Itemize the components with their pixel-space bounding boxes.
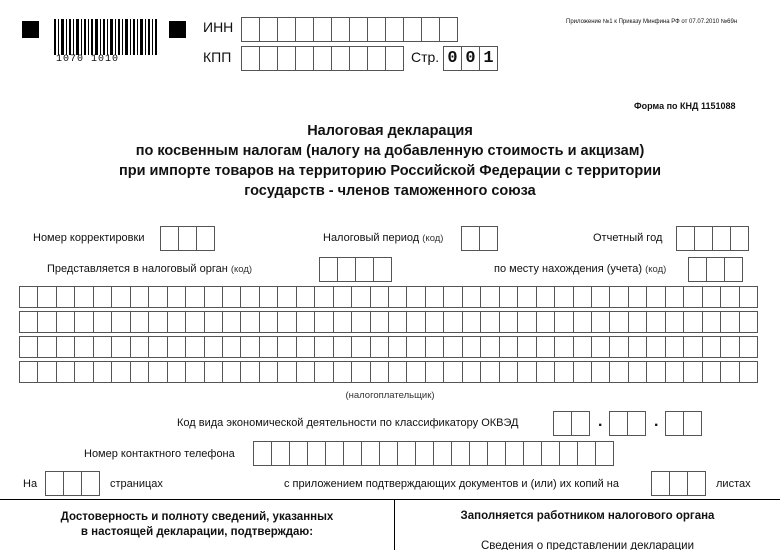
taxpayer-char-cell[interactable] — [259, 286, 278, 308]
char-cell[interactable] — [479, 226, 498, 251]
taxpayer-char-cell[interactable] — [222, 311, 241, 333]
taxpayer-char-cell[interactable] — [406, 336, 425, 358]
char-cell[interactable] — [724, 257, 743, 282]
taxpayer-char-cell[interactable] — [591, 336, 610, 358]
phone-char-cell[interactable] — [451, 441, 470, 466]
phone-char-cell[interactable] — [397, 441, 416, 466]
taxpayer-char-cell[interactable] — [628, 336, 647, 358]
taxpayer-char-cell[interactable] — [296, 361, 315, 383]
taxpayer-char-cell[interactable] — [573, 336, 592, 358]
taxpayer-char-cell[interactable] — [240, 286, 259, 308]
taxpayer-char-cell[interactable] — [554, 311, 573, 333]
phone-char-cell[interactable] — [577, 441, 596, 466]
phone-char-cell[interactable] — [361, 441, 380, 466]
taxpayer-char-cell[interactable] — [628, 311, 647, 333]
taxpayer-char-cell[interactable] — [370, 336, 389, 358]
taxpayer-char-cell[interactable] — [167, 361, 186, 383]
char-cell[interactable] — [730, 226, 749, 251]
taxpayer-char-cell[interactable] — [554, 336, 573, 358]
okved-field-part3[interactable] — [665, 411, 702, 436]
char-cell[interactable] — [676, 226, 695, 251]
char-cell[interactable] — [706, 257, 725, 282]
phone-char-cell[interactable] — [271, 441, 290, 466]
taxpayer-char-cell[interactable] — [370, 311, 389, 333]
reporting-year-field[interactable] — [676, 226, 749, 251]
taxpayer-char-cell[interactable] — [720, 286, 739, 308]
phone-char-cell[interactable] — [487, 441, 506, 466]
phone-char-cell[interactable] — [289, 441, 308, 466]
char-cell[interactable] — [367, 46, 386, 71]
taxpayer-char-cell[interactable] — [204, 286, 223, 308]
char-cell[interactable] — [313, 17, 332, 42]
taxpayer-char-cell[interactable] — [93, 336, 112, 358]
taxpayer-char-cell[interactable] — [314, 311, 333, 333]
taxpayer-char-cell[interactable] — [240, 361, 259, 383]
confirmation-line: в настоящей декларации, подтверждаю: — [80, 526, 314, 538]
taxpayer-char-cell[interactable] — [93, 361, 112, 383]
taxpayer-char-cell[interactable] — [130, 361, 149, 383]
pages-suffix: страницах — [110, 478, 163, 490]
taxpayer-char-cell[interactable] — [93, 311, 112, 333]
taxpayer-char-cell[interactable] — [499, 361, 518, 383]
char-cell[interactable] — [277, 46, 296, 71]
taxpayer-char-cell[interactable] — [646, 361, 665, 383]
taxpayer-char-cell[interactable] — [56, 286, 75, 308]
taxpayer-char-cell[interactable] — [56, 311, 75, 333]
taxpayer-char-cell[interactable] — [222, 336, 241, 358]
taxpayer-char-cell[interactable] — [406, 311, 425, 333]
char-cell[interactable] — [337, 257, 356, 282]
taxpayer-char-cell[interactable] — [536, 286, 555, 308]
phone-char-cell[interactable] — [307, 441, 326, 466]
taxpayer-char-cell[interactable] — [462, 336, 481, 358]
taxpayer-char-cell[interactable] — [222, 361, 241, 383]
taxpayer-char-cell[interactable] — [333, 361, 352, 383]
taxpayer-char-cell[interactable] — [333, 286, 352, 308]
phone-char-cell[interactable] — [505, 441, 524, 466]
taxpayer-char-cell[interactable] — [388, 336, 407, 358]
tax-period-text: Налоговый период — [323, 232, 420, 244]
kpp-label: КПП — [203, 49, 232, 65]
phone-char-cell[interactable] — [523, 441, 542, 466]
char-cell[interactable] — [63, 471, 82, 496]
title-line: Налоговая декларация — [307, 123, 473, 139]
taxpayer-char-cell[interactable] — [167, 311, 186, 333]
taxpayer-char-cell[interactable] — [536, 311, 555, 333]
okved-separator: . — [654, 413, 659, 430]
taxpayer-char-cell[interactable] — [406, 286, 425, 308]
taxpayer-char-cell[interactable] — [167, 336, 186, 358]
taxpayer-char-cell[interactable] — [646, 311, 665, 333]
confirmation-heading — [0, 510, 394, 540]
phone-field[interactable] — [253, 441, 614, 466]
char-cell[interactable] — [571, 411, 590, 436]
tax-officer-heading: Заполняется работником налогового органа — [460, 510, 715, 522]
taxpayer-char-cell[interactable] — [277, 311, 296, 333]
inn-field[interactable] — [241, 17, 458, 42]
char-cell[interactable] — [461, 226, 480, 251]
phone-char-cell[interactable] — [325, 441, 344, 466]
okved-field-part1[interactable] — [553, 411, 590, 436]
char-cell[interactable] — [331, 17, 350, 42]
taxpayer-char-cell[interactable] — [517, 286, 536, 308]
taxpayer-char-cell[interactable] — [443, 286, 462, 308]
taxpayer-char-cell[interactable] — [37, 336, 56, 358]
pages-prefix: На — [23, 478, 38, 490]
char-cell[interactable] — [609, 411, 628, 436]
taxpayer-char-cell[interactable] — [665, 286, 684, 308]
attachments-label: с приложением подтверждающих документов и (или) их копий на — [284, 478, 619, 490]
taxpayer-char-cell[interactable] — [536, 361, 555, 383]
taxpayer-char-cell[interactable] — [388, 286, 407, 308]
attachment-sheets-field[interactable] — [651, 471, 706, 496]
char-cell[interactable] — [373, 257, 392, 282]
char-cell[interactable] — [259, 46, 278, 71]
taxpayer-char-cell[interactable] — [462, 361, 481, 383]
taxpayer-char-cell[interactable] — [74, 361, 93, 383]
taxpayer-char-cell[interactable] — [443, 336, 462, 358]
taxpayer-char-cell[interactable] — [185, 311, 204, 333]
taxpayer-char-cell[interactable] — [609, 286, 628, 308]
location-label — [494, 263, 666, 275]
taxpayer-char-cell[interactable] — [517, 336, 536, 358]
char-cell[interactable] — [259, 17, 278, 42]
taxpayer-char-cell[interactable] — [739, 336, 758, 358]
taxpayer-char-cell[interactable] — [185, 361, 204, 383]
char-cell[interactable] — [355, 257, 374, 282]
pages-count-field[interactable] — [45, 471, 100, 496]
char-cell[interactable] — [627, 411, 646, 436]
taxpayer-char-cell[interactable] — [609, 361, 628, 383]
taxpayer-char-cell[interactable] — [259, 361, 278, 383]
tax-authority-field[interactable] — [319, 257, 392, 282]
phone-char-cell[interactable] — [541, 441, 560, 466]
tax-period-code-hint: (код) — [422, 233, 444, 244]
char-cell[interactable] — [196, 226, 215, 251]
taxpayer-char-cell[interactable] — [148, 286, 167, 308]
taxpayer-char-cell[interactable] — [628, 286, 647, 308]
taxpayer-char-cell[interactable] — [277, 361, 296, 383]
taxpayer-char-cell[interactable] — [517, 311, 536, 333]
taxpayer-char-cell[interactable] — [609, 336, 628, 358]
taxpayer-char-cell[interactable] — [702, 311, 721, 333]
char-cell[interactable] — [665, 411, 684, 436]
taxpayer-name-field[interactable] — [20, 286, 758, 383]
taxpayer-char-cell[interactable] — [37, 361, 56, 383]
taxpayer-char-cell[interactable] — [591, 286, 610, 308]
taxpayer-char-cell[interactable] — [646, 286, 665, 308]
char-cell[interactable] — [694, 226, 713, 251]
page-number-field[interactable] — [443, 46, 498, 71]
char-cell[interactable] — [683, 411, 702, 436]
phone-char-cell[interactable] — [469, 441, 488, 466]
tax-authority-code-hint: (код) — [230, 264, 253, 275]
taxpayer-char-cell[interactable] — [499, 286, 518, 308]
inn-label: ИНН — [203, 19, 234, 35]
alignment-marker-right — [169, 21, 186, 38]
barcode — [54, 19, 158, 55]
tax-authority-label — [47, 263, 252, 275]
location-code-hint: (код) — [645, 264, 667, 275]
taxpayer-char-cell[interactable] — [683, 336, 702, 358]
taxpayer-char-cell[interactable] — [222, 286, 241, 308]
taxpayer-char-cell[interactable] — [148, 361, 167, 383]
taxpayer-char-cell[interactable] — [351, 336, 370, 358]
taxpayer-char-cell[interactable] — [111, 286, 130, 308]
char-cell[interactable] — [178, 226, 197, 251]
char-cell[interactable] — [81, 471, 100, 496]
phone-char-cell[interactable] — [559, 441, 578, 466]
phone-char-cell[interactable] — [415, 441, 434, 466]
taxpayer-char-cell[interactable] — [111, 311, 130, 333]
taxpayer-char-cell[interactable] — [204, 336, 223, 358]
taxpayer-char-cell[interactable] — [351, 361, 370, 383]
taxpayer-char-cell[interactable] — [683, 286, 702, 308]
taxpayer-char-cell[interactable] — [111, 336, 130, 358]
char-cell[interactable] — [439, 17, 458, 42]
char-cell[interactable] — [295, 17, 314, 42]
taxpayer-char-cell[interactable] — [665, 311, 684, 333]
taxpayer-char-cell[interactable] — [370, 361, 389, 383]
title-line: при импорте товаров на территорию Российской Федерации с территории — [118, 163, 662, 179]
location-field[interactable] — [688, 257, 743, 282]
taxpayer-char-cell[interactable] — [74, 311, 93, 333]
taxpayer-char-cell[interactable] — [185, 286, 204, 308]
taxpayer-char-cell[interactable] — [333, 311, 352, 333]
taxpayer-char-cell[interactable] — [591, 311, 610, 333]
taxpayer-char-cell[interactable] — [480, 286, 499, 308]
taxpayer-char-cell[interactable] — [74, 336, 93, 358]
taxpayer-char-cell[interactable] — [296, 336, 315, 358]
order-note: Приложение №1 к Приказу Минфина РФ от 07.07.2010 №69н — [566, 19, 738, 25]
taxpayer-char-cell[interactable] — [720, 336, 739, 358]
taxpayer-char-cell[interactable] — [296, 311, 315, 333]
taxpayer-char-cell[interactable] — [536, 336, 555, 358]
form-code: Форма по КНД 1151088 — [634, 101, 736, 111]
okved-label: Код вида экономической деятельности по классификатору ОКВЭД — [177, 417, 519, 429]
taxpayer-char-cell[interactable] — [111, 361, 130, 383]
taxpayer-char-cell[interactable] — [665, 361, 684, 383]
taxpayer-char-cell[interactable] — [93, 286, 112, 308]
phone-label: Номер контактного телефона — [84, 448, 235, 460]
taxpayer-char-cell[interactable] — [425, 361, 444, 383]
taxpayer-char-cell[interactable] — [573, 311, 592, 333]
phone-char-cell[interactable] — [253, 441, 272, 466]
char-cell[interactable] — [669, 471, 688, 496]
taxpayer-char-cell[interactable] — [425, 286, 444, 308]
char-cell[interactable] — [367, 17, 386, 42]
taxpayer-char-cell[interactable] — [314, 286, 333, 308]
char-cell[interactable] — [712, 226, 731, 251]
taxpayer-char-cell[interactable] — [388, 361, 407, 383]
taxpayer-char-cell[interactable] — [628, 361, 647, 383]
taxpayer-char-cell[interactable] — [333, 336, 352, 358]
taxpayer-char-cell[interactable] — [462, 286, 481, 308]
taxpayer-char-cell[interactable] — [665, 336, 684, 358]
taxpayer-char-cell[interactable] — [425, 311, 444, 333]
char-cell[interactable] — [349, 17, 368, 42]
taxpayer-char-cell[interactable] — [19, 286, 38, 308]
taxpayer-char-cell[interactable] — [74, 286, 93, 308]
declaration-title — [0, 121, 780, 201]
taxpayer-char-cell[interactable] — [517, 361, 536, 383]
page-digit: 0 — [461, 46, 480, 71]
taxpayer-char-cell[interactable] — [646, 336, 665, 358]
taxpayer-char-cell[interactable] — [351, 286, 370, 308]
taxpayer-char-cell[interactable] — [277, 336, 296, 358]
char-cell[interactable] — [295, 46, 314, 71]
okved-separator: . — [598, 413, 603, 430]
taxpayer-char-cell[interactable] — [19, 361, 38, 383]
taxpayer-char-cell[interactable] — [56, 361, 75, 383]
taxpayer-char-cell[interactable] — [19, 336, 38, 358]
correction-number-field[interactable] — [160, 226, 215, 251]
taxpayer-char-cell[interactable] — [406, 361, 425, 383]
taxpayer-char-cell[interactable] — [56, 336, 75, 358]
taxpayer-caption: (налогоплательщик) — [345, 390, 435, 401]
taxpayer-char-cell[interactable] — [609, 311, 628, 333]
char-cell[interactable] — [385, 46, 404, 71]
taxpayer-char-cell[interactable] — [259, 336, 278, 358]
page-digit: 0 — [443, 46, 462, 71]
correction-number-label: Номер корректировки — [33, 232, 145, 244]
taxpayer-char-cell[interactable] — [130, 286, 149, 308]
title-line: государств - членов таможенного союза — [244, 183, 536, 199]
char-cell[interactable] — [277, 17, 296, 42]
okved-field-part2[interactable] — [609, 411, 646, 436]
kpp-field[interactable] — [241, 46, 404, 71]
taxpayer-char-cell[interactable] — [499, 336, 518, 358]
tax-authority-text: Представляется в налоговый орган — [47, 263, 228, 275]
submission-info-heading: Сведения о представлении декларации — [480, 540, 695, 550]
taxpayer-char-cell[interactable] — [148, 311, 167, 333]
taxpayer-char-cell[interactable] — [148, 336, 167, 358]
taxpayer-char-cell[interactable] — [702, 286, 721, 308]
taxpayer-char-cell[interactable] — [683, 311, 702, 333]
taxpayer-char-cell[interactable] — [739, 286, 758, 308]
tax-period-field[interactable] — [461, 226, 498, 251]
char-cell[interactable] — [651, 471, 670, 496]
taxpayer-char-cell[interactable] — [554, 286, 573, 308]
taxpayer-char-cell[interactable] — [37, 286, 56, 308]
confirmation-line: Достоверность и полноту сведений, указанных — [60, 511, 334, 523]
taxpayer-char-cell[interactable] — [683, 361, 702, 383]
char-cell[interactable] — [688, 257, 707, 282]
char-cell[interactable] — [403, 17, 422, 42]
taxpayer-char-cell[interactable] — [443, 311, 462, 333]
alignment-marker-left — [22, 21, 39, 38]
location-text: по месту нахождения (учета) — [494, 263, 643, 275]
taxpayer-char-cell[interactable] — [739, 311, 758, 333]
title-line: по косвенным налогам (налогу на добавленную стоимость и акцизам) — [135, 143, 645, 159]
taxpayer-char-cell[interactable] — [480, 336, 499, 358]
char-cell[interactable] — [319, 257, 338, 282]
taxpayer-char-cell[interactable] — [314, 361, 333, 383]
char-cell[interactable] — [160, 226, 179, 251]
page-digit: 1 — [479, 46, 498, 71]
taxpayer-char-cell[interactable] — [185, 336, 204, 358]
taxpayer-char-cell[interactable] — [702, 361, 721, 383]
taxpayer-char-cell[interactable] — [240, 336, 259, 358]
taxpayer-char-cell[interactable] — [720, 311, 739, 333]
taxpayer-char-cell[interactable] — [388, 311, 407, 333]
taxpayer-char-cell[interactable] — [296, 286, 315, 308]
char-cell[interactable] — [331, 46, 350, 71]
char-cell[interactable] — [241, 17, 260, 42]
taxpayer-char-cell[interactable] — [314, 336, 333, 358]
phone-char-cell[interactable] — [343, 441, 362, 466]
footer-divider — [0, 499, 780, 500]
char-cell[interactable] — [241, 46, 260, 71]
taxpayer-char-cell[interactable] — [443, 361, 462, 383]
char-cell[interactable] — [385, 17, 404, 42]
char-cell[interactable] — [45, 471, 64, 496]
taxpayer-char-cell[interactable] — [240, 311, 259, 333]
char-cell[interactable] — [687, 471, 706, 496]
taxpayer-char-cell[interactable] — [573, 361, 592, 383]
taxpayer-char-cell[interactable] — [37, 311, 56, 333]
char-cell[interactable] — [313, 46, 332, 71]
taxpayer-char-cell[interactable] — [204, 311, 223, 333]
taxpayer-char-cell[interactable] — [167, 286, 186, 308]
taxpayer-char-cell[interactable] — [351, 311, 370, 333]
page-label: Стр. — [411, 49, 440, 65]
taxpayer-char-cell[interactable] — [739, 361, 758, 383]
taxpayer-char-cell[interactable] — [130, 336, 149, 358]
taxpayer-char-cell[interactable] — [370, 286, 389, 308]
taxpayer-char-cell[interactable] — [425, 336, 444, 358]
phone-char-cell[interactable] — [595, 441, 614, 466]
reporting-year-label: Отчетный год — [593, 232, 663, 244]
taxpayer-char-cell[interactable] — [702, 336, 721, 358]
sheets-suffix: листах — [716, 478, 751, 490]
taxpayer-char-cell[interactable] — [204, 361, 223, 383]
taxpayer-char-cell[interactable] — [554, 361, 573, 383]
taxpayer-char-cell[interactable] — [720, 361, 739, 383]
taxpayer-char-cell[interactable] — [480, 361, 499, 383]
char-cell[interactable] — [421, 17, 440, 42]
char-cell[interactable] — [349, 46, 368, 71]
taxpayer-char-cell[interactable] — [462, 311, 481, 333]
tax-period-label — [323, 232, 443, 244]
char-cell[interactable] — [553, 411, 572, 436]
taxpayer-char-cell[interactable] — [259, 311, 278, 333]
taxpayer-char-cell[interactable] — [277, 286, 296, 308]
barcode-number: 1070 1010 — [56, 54, 120, 65]
phone-char-cell[interactable] — [379, 441, 398, 466]
taxpayer-char-cell[interactable] — [19, 311, 38, 333]
taxpayer-char-cell[interactable] — [499, 311, 518, 333]
phone-char-cell[interactable] — [433, 441, 452, 466]
taxpayer-char-cell[interactable] — [130, 311, 149, 333]
taxpayer-char-cell[interactable] — [591, 361, 610, 383]
taxpayer-char-cell[interactable] — [480, 311, 499, 333]
taxpayer-char-cell[interactable] — [573, 286, 592, 308]
